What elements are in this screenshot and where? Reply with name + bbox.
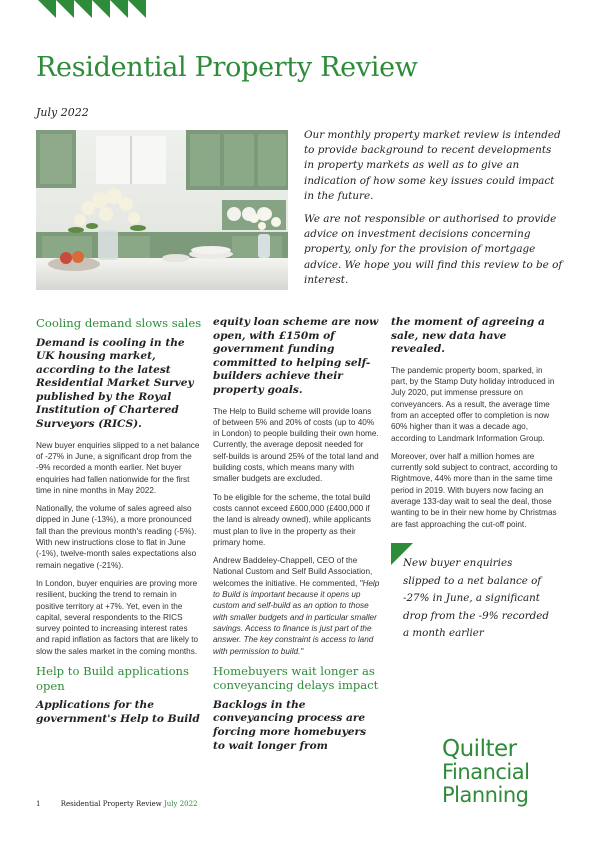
section-heading: Cooling demand slows sales <box>36 316 202 330</box>
footer-date: July 2022 <box>163 800 198 808</box>
column-2 <box>213 316 380 761</box>
decorative-triangle <box>56 0 74 18</box>
lead-paragraph: equity loan scheme are now open, with £150m of government funding committed to helping self-builders achieve their property goals. <box>213 316 379 396</box>
logo-line: Quilter <box>442 736 517 762</box>
body-paragraph: The pandemic property boom, sparked, in part, by the Stamp Duty holiday introduced in July 2020, put immense pressure on conveyancers. As a result, the average time from an accepted offer to completion is now 60% higher than it was a decade ago, according to Landmark Information Group. <box>391 365 555 443</box>
decorative-triangle <box>74 0 92 18</box>
page-number: 1 <box>36 800 41 808</box>
body-paragraph: The Help to Build scheme will provide loans of between 5% and 20% of costs (up to 40% in London) to people building their own home. Currently, the average deposit needed for self-builds is around 25% of the total land and building costs, which means many with smaller budgets are excluded. <box>213 406 379 484</box>
issue-date: July 2022 <box>36 106 89 119</box>
logo-line: Planning <box>442 783 529 807</box>
decorative-triangle <box>92 0 110 18</box>
footer-title: Residential Property Review <box>60 800 162 808</box>
lead-paragraph: Demand is cooling in the UK housing market, according to the latest Residential Market Survey published by the Royal Institution of Chartered Surveyors (RICS). <box>36 336 194 431</box>
body-paragraph: In London, buyer enquiries are proving more resilient, bucking the trend to remain in positive territory at +7%. Yet, even in the capital, several respondents to the RICS survey pointed to increasing interest rates and rapid inflation as factors that are likely to slow the sales market in the coming months. <box>36 578 199 656</box>
intro-paragraph: Our monthly property market review is intended to provide background to recent developments in property markets as well as to give an indication of how some key issues could impact in the future. <box>304 129 561 202</box>
disclaimer-paragraph: We are not responsible or authorised to provide advice on investment decisions concerning property, only for the provision of mortgage advice. We hope you will find this review to be of interest. <box>304 213 563 286</box>
body-paragraph: Nationally, the volume of sales agreed also dipped in June (-13%), a more pronounced fall than the previous month's reading (-5%). With new instructions close to flat in June (-1%), twelve-month sales expectations also remain negative (-21%). <box>36 504 197 570</box>
body-paragraph: To be eligible for the scheme, the total build costs cannot exceed £600,000 (£400,000 if the land is already owned), while applicants must plan to live in the property as their primary home. <box>213 492 371 547</box>
lead-paragraph: Applications for the government's Help to Build <box>36 699 200 725</box>
body-paragraph <box>213 555 380 657</box>
quote-intro: Andrew Baddeley-Chappell, CEO of the National Custom and Self Build Association, welcomes the initiative. He commented, <box>213 556 373 588</box>
inline-quote: "Help to Build is important because it opens up custom and self-build as an option to those with smaller budgets and in particular smaller savings. Access to finance is just part of the answer. The key constraint is access to land with permission to build." <box>213 578 380 656</box>
body-paragraph: New buyer enquiries slipped to a net balance of -27% in June, a significant drop from the -9% recorded a month earlier. Net buyer enquiries had fallen nationwide for the first time in nine months in May 2022. <box>36 440 200 495</box>
intro-block <box>304 128 564 296</box>
lead-paragraph: Backlogs in the conveyancing process are forcing more homebuyers to wait longer from <box>213 698 367 752</box>
page-footer <box>36 800 198 808</box>
page-title: Residential Property Review <box>36 52 418 83</box>
decorative-triangle <box>38 0 56 18</box>
column-3 <box>391 316 558 537</box>
kitchen-photo <box>36 130 288 290</box>
section-heading: Help to Build applications open <box>36 664 189 693</box>
logo-line: Financial <box>442 760 530 784</box>
pull-quote-text: New buyer enquiries slipped to a net balance of -27% in June, a significant drop from the -9% recorded a month earlier <box>403 557 549 639</box>
quilter-logo <box>442 738 529 807</box>
body-paragraph: Moreover, over half a million homes are currently sold subject to contract, according to Rightmove, 44% more than in the same time period in 2019. With buyers now facing an average 133-day wait to seal the deal, those wanting to be in their new home by Christmas are fast approaching the cut-off point. <box>391 451 558 529</box>
lead-paragraph: the moment of agreeing a sale, new data have revealed. <box>391 316 545 356</box>
section-heading: Homebuyers wait longer as conveyancing delays impact <box>213 663 379 693</box>
decorative-triangle <box>110 0 128 18</box>
decorative-triangle <box>128 0 146 18</box>
column-1 <box>36 316 203 734</box>
